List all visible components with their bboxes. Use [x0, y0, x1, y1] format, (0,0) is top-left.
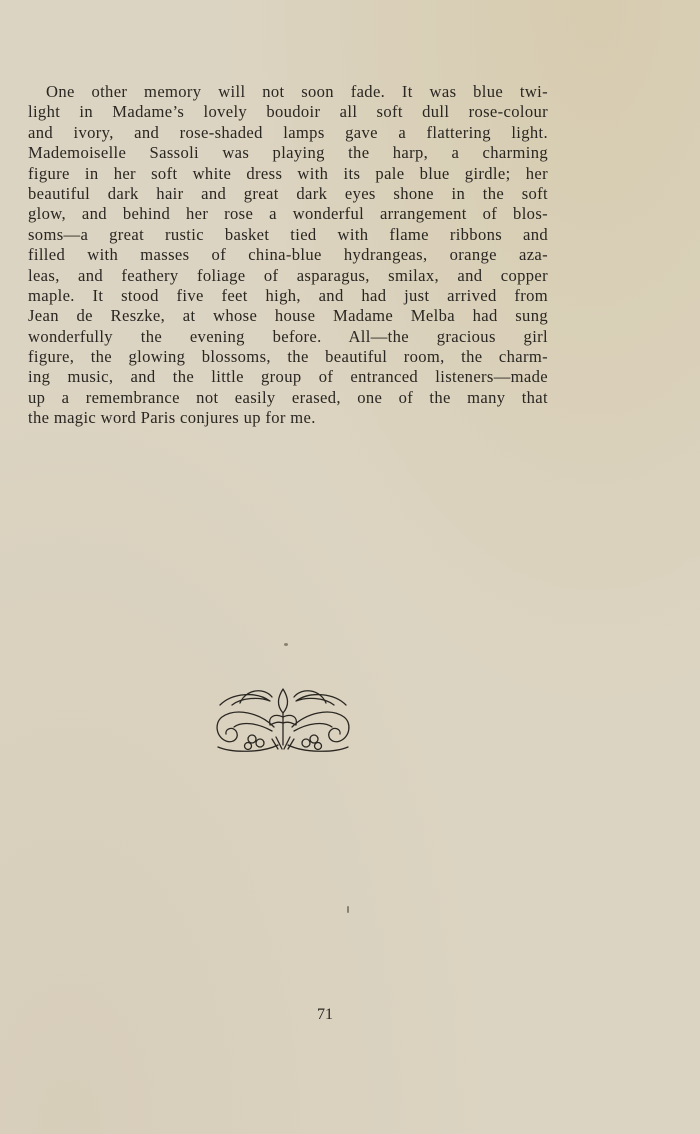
paragraph-line: wonderfully the evening before. All—the gracious girl: [28, 326, 548, 346]
paragraph-line: One other memory will not soon fade. It was blue twi-: [46, 82, 548, 101]
paragraph-line: soms—a great rustic basket tied with flame ribbons and: [28, 224, 548, 244]
body-paragraph: [28, 82, 548, 429]
paragraph-line: beautiful dark hair and great dark eyes shone in the soft: [28, 183, 548, 203]
floral-tailpiece-ornament-icon: [212, 683, 354, 757]
paragraph-line: glow, and behind her rose a wonderful arrangement of blos-: [28, 204, 548, 224]
paragraph-line: Jean de Reszke, at whose house Madame Melba had sung: [28, 306, 548, 326]
paragraph-line: the magic word Paris conjures up for me.: [28, 408, 316, 428]
paragraph-line: ing music, and the little group of entranced listeners—made: [28, 367, 548, 387]
paragraph-line: filled with masses of china-blue hydrangeas, orange aza-: [28, 245, 548, 265]
paragraph-line: figure in her soft white dress with its pale blue girdle; her: [28, 163, 548, 183]
paragraph-line: figure, the glowing blossoms, the beautiful room, the charm-: [28, 347, 548, 367]
paragraph-line: light in Madame’s lovely boudoir all soft dull rose-colour: [28, 102, 548, 122]
paragraph-line: up a remembrance not easily erased, one of the many that: [28, 387, 548, 407]
ink-speck: [347, 906, 349, 913]
ink-speck: [284, 643, 288, 646]
paragraph-line: leas, and feathery foliage of asparagus, smilax, and copper: [28, 265, 548, 285]
paragraph-line: maple. It stood five feet high, and had just arrived from: [28, 285, 548, 305]
paragraph-line: and ivory, and rose-shaded lamps gave a flattering light.: [28, 122, 548, 142]
page-number: 71: [317, 1006, 333, 1023]
paragraph-line: Mademoiselle Sassoli was playing the harp, a charming: [28, 143, 548, 163]
